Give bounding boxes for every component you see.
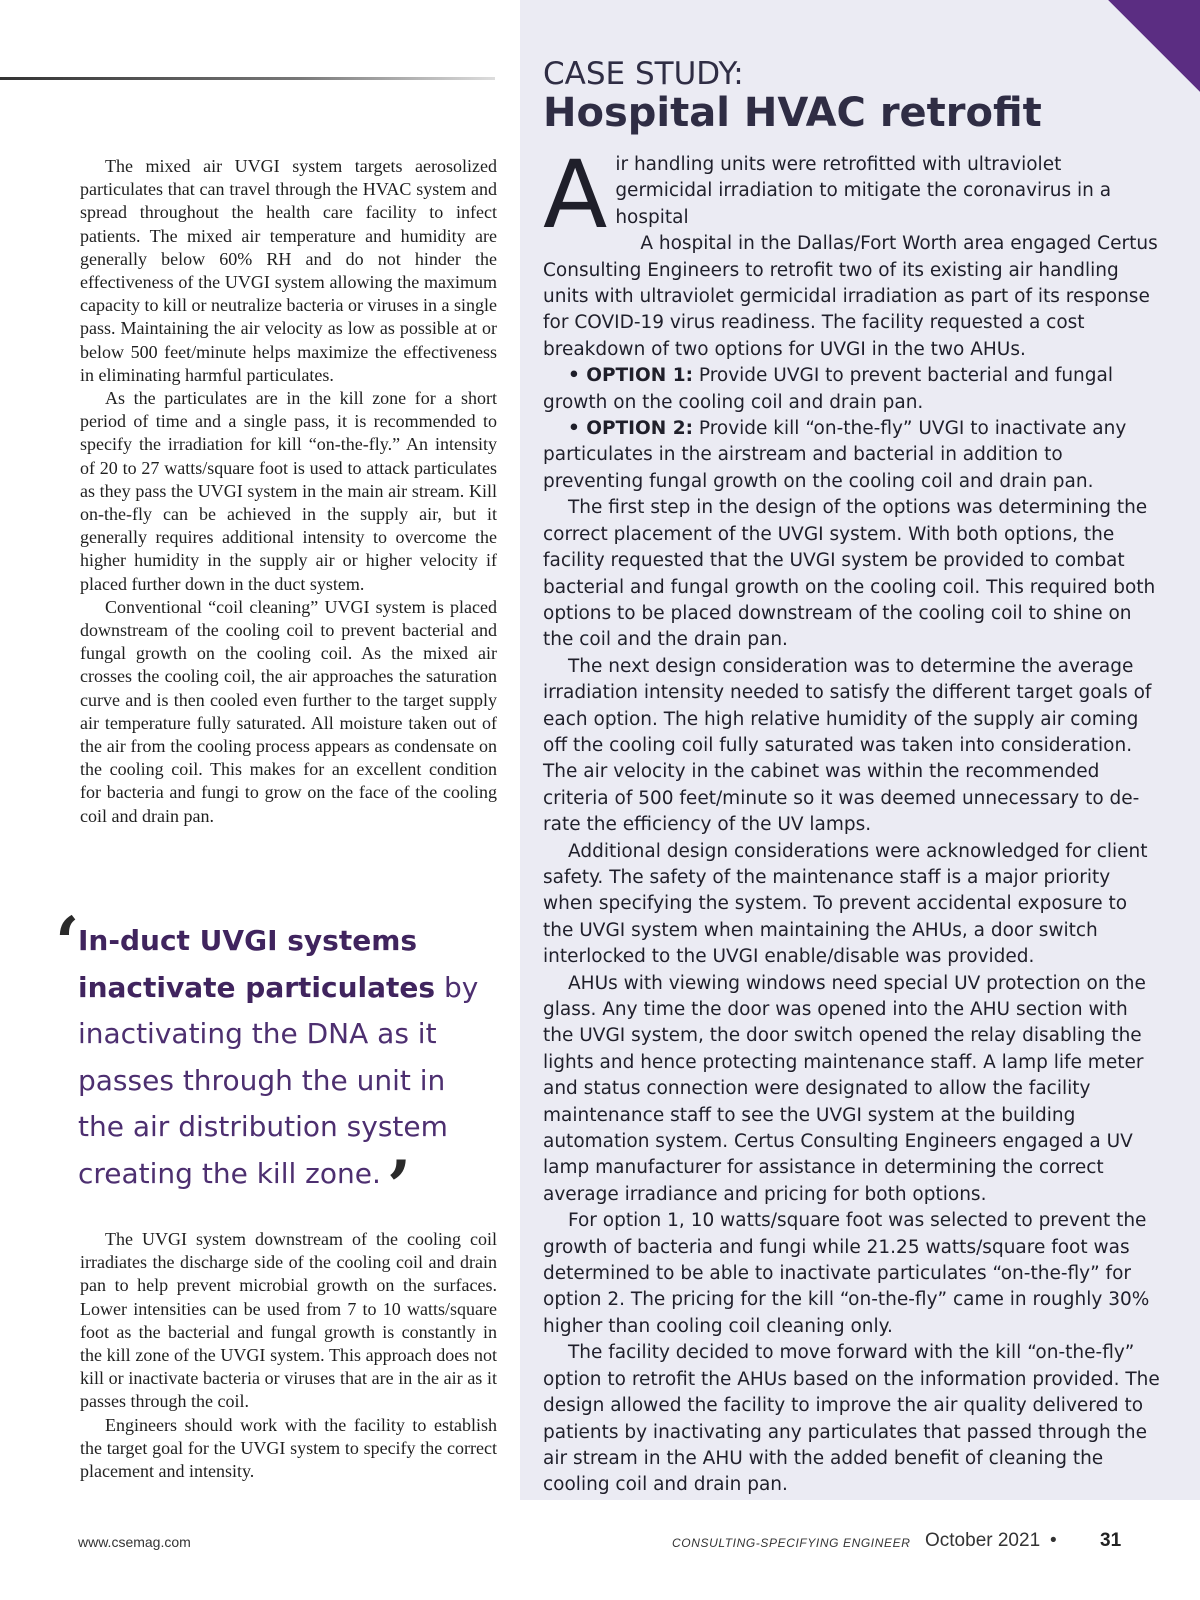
body-paragraph: The UVGI system downstream of the cooling coil irradiates the discharge side of the cooling coil and drain pan to help prevent microbial growth on the surfaces. Lower intensities can be used from 7 to 10 watts/square foot as the bacterial and fungal growth is constantly in the kill zone of the UVGI system. This approach does not kill or inactivate bacteria or viruses that are in the air as it passes through the coil.	[80, 1229, 497, 1412]
option-1-text: Provide UVGI to prevent bacterial and fungal growth on the cooling coil and drain pan.	[543, 365, 1114, 413]
magazine-name: CONSULTING-SPECIFYING ENGINEER	[672, 1536, 911, 1550]
body-paragraph: The facility decided to move forward with the kill “on-the-fly” option to retrofit the AHUs based on the information provided. The design allowed the facility to improve the air quality delivered to patients by inactivating any particulates that passed through the air stream in the AHU with the added benefit of cleaning the cooling coil and drain pan.	[543, 1342, 1160, 1496]
page-number: 31	[1100, 1530, 1122, 1551]
issue-date: October 2021	[925, 1530, 1041, 1551]
pull-quote	[55, 901, 500, 1228]
option-2	[543, 416, 1161, 495]
body-paragraph: Additional design considerations were acknowledged for client safety. The safety of the maintenance staff is a major priority when specifying the system. To prevent accidental exposure to the UVGI system when maintaining the AHUs, a door switch interlocked to the UVGI enable/disable was provided.	[543, 840, 1148, 968]
pull-quote-text: In-duct UVGI systems inactivate particulates by inactivating the DNA as it passes through the unit in the air distribution system creating the kill zone.’	[78, 924, 479, 1228]
body-paragraph: The first step in the design of the options was determining the correct placement of the UVGI system. With both options, the facility requested that the UVGI system be provided to combat bacterial and fungal growth on the cooling coil. This required both options to be placed downstream of the cooling coil to shine on the coil and the drain pan.	[543, 497, 1156, 651]
left-column-bottom	[80, 1228, 497, 1483]
option-2-label: • OPTION 2:	[568, 418, 693, 440]
intro-paragraph	[543, 141, 1161, 250]
website-link[interactable]: www.csemag.com	[78, 1534, 191, 1550]
body-paragraph: The next design consideration was to determine the average irradiation intensity needed to satisfy the different target goals of each option. The high relative humidity of the supply air coming off the cooling coil fully saturated was taken into consideration. The air velocity in the cabinet was within the recommended criteria of 500 feet/minute so it was deemed unnecessary to de-rate the efficiency of the UV lamps.	[543, 655, 1152, 836]
left-column-top	[80, 155, 497, 828]
body-paragraph: The mixed air UVGI system targets aerosolized particulates that can travel through the HVAC system and spread throughout the health care facility to infect patients. The mixed air temperature and humidity are generally below 60% RH and do not hinder the effectiveness of the UVGI system allowing the maximum capacity to kill or neutralize bacteria or viruses in a single pass. Maintaining the air velocity as low as possible at or below 500 feet/minute helps maximize the effectiveness in eliminating harmful particulates.	[80, 156, 497, 385]
case-study-body	[543, 141, 1161, 1499]
body-paragraph: As the particulates are in the kill zone for a short period of time and a single pass, it is recommended to specify the irradiation for kill “on-the-fly.” An intensity of 20 to 27 watts/square foot is used to attack particulates as they pass the UVGI system in the main air stream. Kill on-the-fly can be achieved in the supply air, but it generally requires additional intensity to overcome the higher humidity in the supply air or higher velocity if placed further down in the duct system.	[80, 388, 497, 594]
corner-triangle-decoration	[1090, 0, 1200, 110]
pull-quote-rest: by inactivating the DNA as it passes through the unit in the air distribution system creating the kill zone.	[78, 970, 479, 1190]
body-paragraph: Engineers should work with the facility to establish the target goal for the UVGI system to specify the correct placement and intensity.	[80, 1414, 497, 1482]
body-paragraph: AHUs with viewing windows need special UV protection on the glass. Any time the door was opened into the AHU section with the UVGI system, the door switch opened the relay disabling the lights and hence protecting maintenance staff. A lamp life meter and status connection were designated to allow the facility maintenance staff to see the UVGI system at the building automation system. Certus Consulting Engineers engaged a UV lamp manufacturer for assistance in determining the correct average irradiance and pricing for both options.	[543, 972, 1146, 1205]
intro-text: ir handling units were retrofitted with ultraviolet germicidal irradiation to mitigate the coronavirus in a hospital	[615, 154, 1112, 228]
option-1	[543, 363, 1161, 416]
footer-bullet: •	[1050, 1530, 1057, 1551]
pull-quote-bold: In-duct UVGI systems inactivate particulates	[78, 924, 436, 1004]
body-paragraph: Conventional “coil cleaning” UVGI system is placed downstream of the cooling coil to prevent bacterial and fungal growth on the cooling coil. As the mixed air crosses the cooling coil, the air approaches the saturation curve and is then cooled even further to the target supply air temperature fully saturated. All moisture taken out of the air from the cooling process appears as condensate on the cooling coil. This makes for an excellent condition for bacteria and fungi to grow on the face of the cooling coil and drain pan.	[80, 596, 497, 826]
body-paragraph: For option 1, 10 watts/square foot was selected to prevent the growth of bacteria and fungi while 21.25 watts/square foot was determined to be able to inactivate particulates “on-the-fly” for option 2. The pricing for the kill “on-the-fly” came in roughly 30% higher than cooling coil cleaning only.	[543, 1210, 1150, 1337]
quote-open-mark: ‘	[55, 901, 80, 984]
drop-cap: A	[543, 141, 608, 250]
case-study-label: CASE STUDY:	[543, 56, 744, 92]
option-2-text: Provide kill “on-the-fly” UVGI to inactivate any particulates in the airstream and bacterial in addition to preventing fungal growth on the cooling coil and drain pan.	[543, 418, 1127, 492]
body-paragraph: A hospital in the Dallas/Fort Worth area engaged Certus Consulting Engineers to retrofit two of its existing air handling units with ultraviolet germicidal irradiation as part of its response for COVID-19 virus readiness. The facility requested a cost breakdown of two options for UVGI in the two AHUs.	[543, 233, 1158, 360]
option-1-label: • OPTION 1:	[568, 365, 693, 387]
case-study-title: Hospital HVAC retrofit	[543, 90, 1042, 136]
top-rule	[0, 77, 495, 80]
